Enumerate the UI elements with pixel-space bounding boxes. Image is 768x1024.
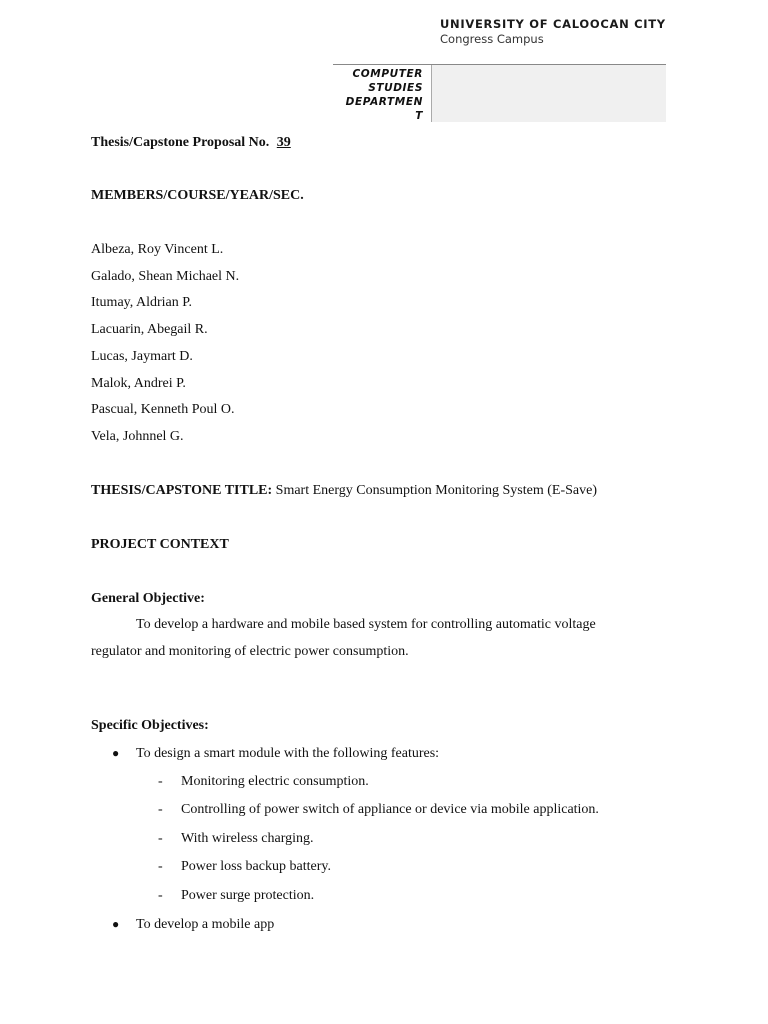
- member-name: Albeza, Roy Vincent L.: [91, 242, 224, 257]
- thesis-title-line: [91, 483, 597, 499]
- member-name: Pascual, Kenneth Poul O.: [91, 402, 235, 417]
- general-objective-text: regulator and monitoring of electric power consumption.: [91, 644, 409, 659]
- feature-item: Controlling of power switch of appliance or device via mobile application.: [181, 802, 599, 817]
- dash-icon: -: [158, 888, 163, 903]
- feature-item: Power surge protection.: [181, 888, 315, 903]
- member-name: Malok, Andrei P.: [91, 376, 186, 391]
- dash-icon: -: [158, 831, 163, 846]
- feature-item: Monitoring electric consumption.: [181, 774, 369, 789]
- objective-item: To develop a mobile app: [136, 917, 275, 932]
- department-box-blank: [432, 65, 666, 122]
- general-objective-text: To develop a hardware and mobile based system for controlling automatic voltage: [136, 617, 596, 632]
- dash-icon: -: [158, 859, 163, 874]
- project-context-heading: PROJECT CONTEXT: [91, 537, 229, 552]
- department-label: COMPUTER STUDIES DEPARTMEN T: [333, 65, 432, 122]
- feature-item: Power loss backup battery.: [181, 859, 331, 874]
- department-box: [333, 64, 666, 122]
- specific-objectives-heading: Specific Objectives:: [91, 718, 209, 733]
- members-heading: MEMBERS/COURSE/YEAR/SEC.: [91, 188, 304, 203]
- member-name: Vela, Johnnel G.: [91, 429, 184, 444]
- member-name: Itumay, Aldrian P.: [91, 295, 192, 310]
- member-name: Galado, Shean Michael N.: [91, 269, 240, 284]
- feature-item: With wireless charging.: [181, 831, 314, 846]
- objective-item: To design a smart module with the following features:: [136, 746, 440, 761]
- proposal-line: [91, 135, 291, 151]
- dash-icon: -: [158, 774, 163, 789]
- general-objective-heading: General Objective:: [91, 591, 205, 606]
- thesis-title-value: Smart Energy Consumption Monitoring System (E-Save): [275, 483, 598, 498]
- member-name: Lucas, Jaymart D.: [91, 349, 193, 364]
- thesis-title-label: THESIS/CAPSTONE TITLE:: [91, 483, 273, 498]
- university-name: UNIVERSITY OF CALOOCAN CITY: [440, 17, 666, 31]
- campus-name: Congress Campus: [440, 32, 544, 46]
- dash-icon: -: [158, 802, 163, 817]
- member-name: Lacuarin, Abegail R.: [91, 322, 208, 337]
- proposal-number: 39: [276, 135, 291, 150]
- bullet-icon: ●: [112, 917, 120, 931]
- header: [440, 17, 666, 46]
- proposal-label: Thesis/Capstone Proposal No.: [91, 135, 270, 150]
- bullet-icon: ●: [112, 746, 120, 760]
